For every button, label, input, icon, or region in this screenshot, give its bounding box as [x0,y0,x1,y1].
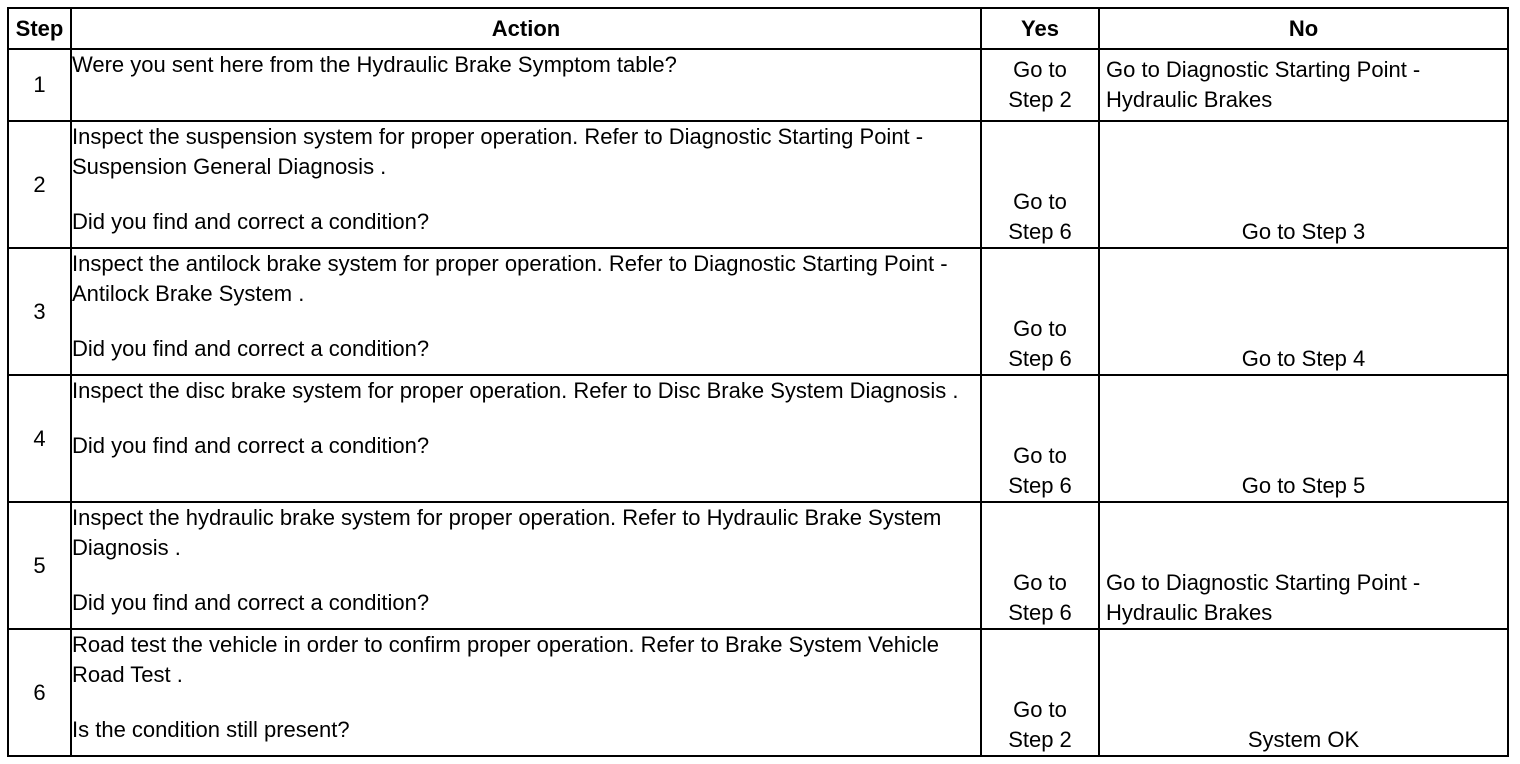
yes-step-link[interactable]: Step 6 [1008,219,1072,244]
table-row [8,49,1508,121]
yes-cell [981,375,1099,502]
table-row [8,121,1508,248]
action-instruction: Inspect the suspension system for proper operation. Refer to Diagnostic Starting Point - Suspension General Diagnosis . [72,124,924,179]
action-cell [71,502,981,629]
action-instruction: Inspect the hydraulic brake system for proper operation. Refer to Hydraulic Brake System Diagnosis . [72,505,942,560]
step-number: 5 [8,502,71,629]
yes-step-link[interactable]: Step 2 [1008,87,1072,112]
yes-goto-link[interactable]: Go to [1013,316,1067,341]
table-row [8,502,1508,629]
action-question: Did you find and correct a condition? [72,590,430,615]
action-cell [71,49,981,121]
no-cell[interactable]: System OK [1099,629,1508,756]
step-number: 4 [8,375,71,502]
action-question: Did you find and correct a condition? [72,209,430,234]
yes-goto-link[interactable]: Go to [1013,570,1067,595]
action-instruction: Road test the vehicle in order to confirm proper operation. Refer to Brake System Vehicle Road Test . [72,632,939,687]
step-number: 3 [8,248,71,375]
yes-cell [981,49,1099,121]
no-cell[interactable]: Go to Diagnostic Starting Point - Hydraulic Brakes [1099,49,1508,121]
action-cell [71,375,981,502]
yes-cell [981,629,1099,756]
yes-goto-link[interactable]: Go to [1013,189,1067,214]
header-no: No [1099,8,1508,49]
no-cell[interactable]: Go to Step 5 [1099,375,1508,502]
action-question: Is the condition still present? [72,717,350,742]
header-step: Step [8,8,71,49]
step-number: 6 [8,629,71,756]
yes-cell [981,248,1099,375]
step-number: 2 [8,121,71,248]
table-row [8,375,1508,502]
table-row [8,629,1508,756]
yes-cell [981,502,1099,629]
header-row [8,8,1508,49]
action-instruction: Inspect the disc brake system for proper operation. Refer to Disc Brake System Diagnosis . [72,378,959,403]
diagnostic-table-container [7,7,1507,758]
action-question: Did you find and correct a condition? [72,433,430,458]
action-cell [71,121,981,248]
yes-cell [981,121,1099,248]
yes-step-link[interactable]: Step 6 [1008,600,1072,625]
yes-goto-link[interactable]: Go to [1013,443,1067,468]
step-number: 1 [8,49,71,121]
action-cell [71,629,981,756]
no-cell[interactable]: Go to Step 4 [1099,248,1508,375]
action-cell [71,248,981,375]
yes-step-link[interactable]: Step 6 [1008,346,1072,371]
action-instruction: Inspect the antilock brake system for proper operation. Refer to Diagnostic Starting Point - Antilock Brake System . [72,251,948,306]
yes-step-link[interactable]: Step 6 [1008,473,1072,498]
header-action: Action [71,8,981,49]
action-question: Did you find and correct a condition? [72,336,430,361]
header-yes: Yes [981,8,1099,49]
no-cell[interactable]: Go to Step 3 [1099,121,1508,248]
table-row [8,248,1508,375]
yes-step-link[interactable]: Step 2 [1008,727,1072,752]
action-instruction: Were you sent here from the Hydraulic Brake Symptom table? [72,52,677,77]
yes-goto-link[interactable]: Go to [1013,697,1067,722]
no-cell[interactable]: Go to Diagnostic Starting Point - Hydraulic Brakes [1099,502,1508,629]
diagnostic-table [7,7,1509,757]
yes-goto-link[interactable]: Go to [1013,57,1067,82]
